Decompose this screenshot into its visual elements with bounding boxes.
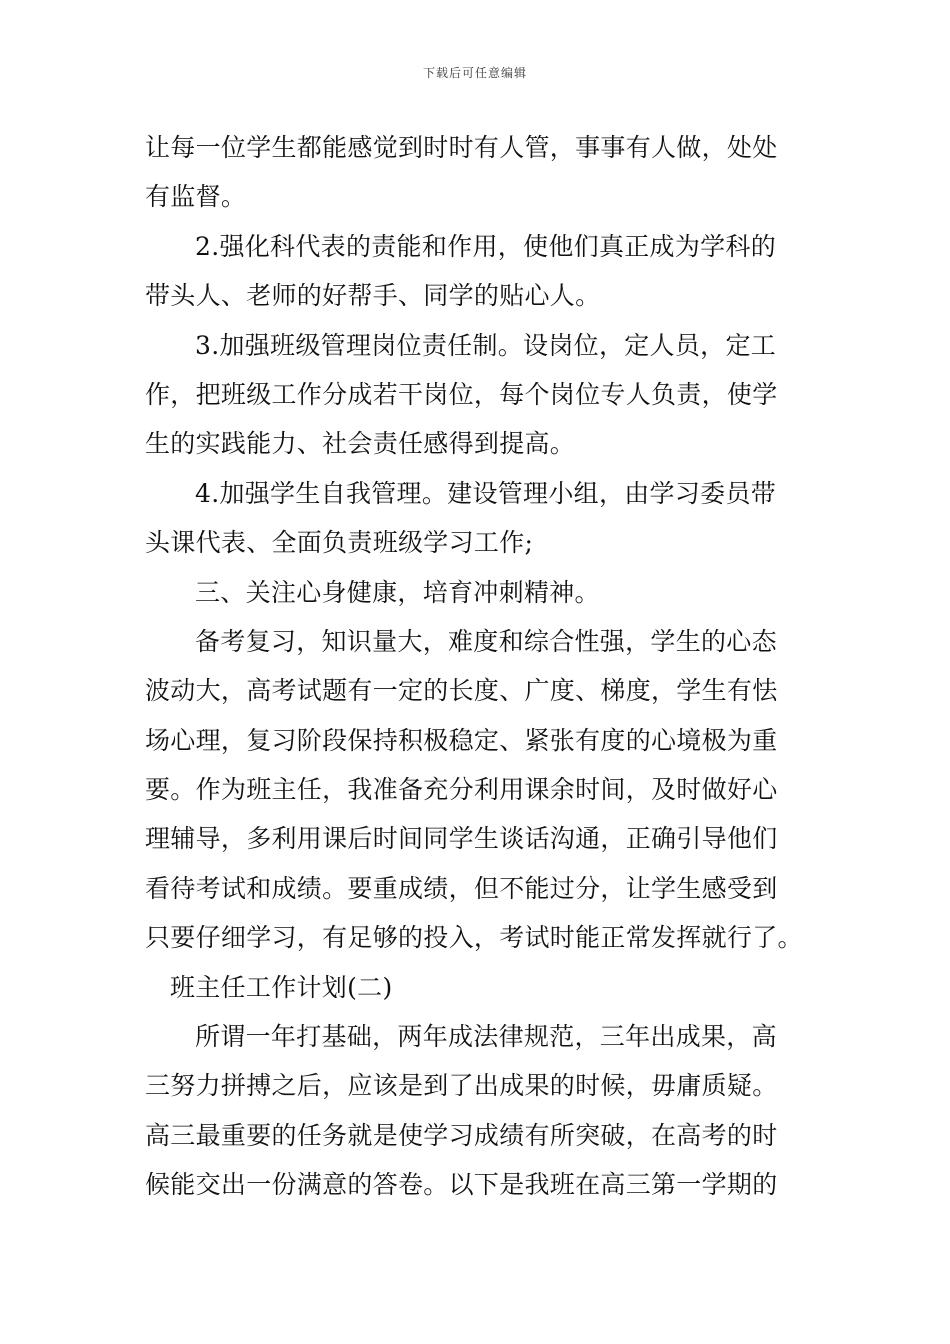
text-line-1: 让每一位学生都能感觉到时时有人管，事事有人做，处处	[145, 133, 778, 162]
text-line-17: 只要仔细学习，有足够的投入，考试时能正常发挥就行了。	[145, 923, 803, 953]
text-line-12: 波动大，高考试题有一定的长度、广度、梯度，学生有怯	[145, 676, 778, 706]
text-line-5: 3.加强班级管理岗位责任制。设岗位，定人员，定工	[195, 330, 777, 360]
page-header: 下载后可任意编辑	[422, 66, 527, 80]
text-line-7: 生的实践能力、社会责任感得到提高。	[145, 429, 576, 459]
text-line-22: 候能交出一份满意的答卷。以下是我班在高三第一学期的	[145, 1170, 778, 1200]
text-line-13: 场心理，复习阶段保持积极稳定、紧张有度的心境极为重	[145, 725, 778, 755]
plan-title: 班主任工作计划(二)	[170, 972, 393, 1002]
text-line-14: 要。作为班主任，我准备充分利用课余时间，及时做好心	[145, 775, 778, 805]
text-line-19: 所谓一年打基础，两年成法律规范，三年出成果，高	[195, 1022, 777, 1052]
text-line-9: 头课代表、全面负责班级学习工作;	[145, 528, 534, 558]
text-line-20: 三努力拼搏之后，应该是到了出成果的时候，毋庸质疑。	[145, 1071, 778, 1101]
text-line-11: 备考复习，知识量大，难度和综合性强，学生的心态	[195, 626, 777, 656]
text-line-21: 高三最重要的任务就是使学习成绩有所突破，在高考的时	[145, 1120, 778, 1150]
text-line-16: 看待考试和成绩。要重成绩，但不能过分，让学生感受到	[145, 873, 778, 903]
section-heading-3: 三、关注心身健康，培育冲刺精神。	[195, 577, 600, 607]
text-line-4: 带头人、老师的好帮手、同学的贴心人。	[145, 281, 601, 311]
text-line-6: 作，把班级工作分成若干岗位，每个岗位专人负责，使学	[145, 379, 778, 409]
text-line-8: 4.加强学生自我管理。建设管理小组，由学习委员带	[195, 478, 777, 508]
text-line-3: 2.强化科代表的责能和作用，使他们真正成为学科的	[195, 231, 777, 261]
text-line-2: 有监督。	[145, 182, 247, 212]
document-body	[145, 123, 807, 1210]
text-line-15: 理辅导，多利用课后时间同学生谈话沟通，正确引导他们	[145, 824, 778, 854]
